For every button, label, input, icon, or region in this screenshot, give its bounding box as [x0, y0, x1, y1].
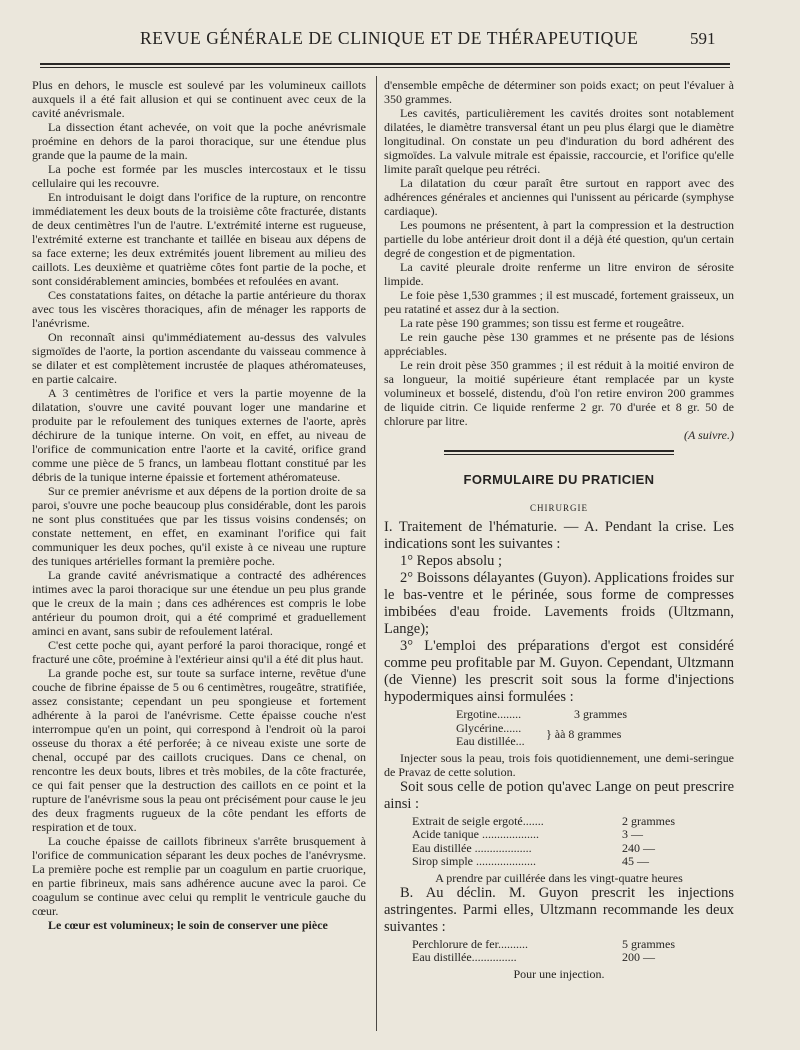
paragraph: Sur ce premier anévrisme et aux dépens de la portion droite de sa paroi, s'ouvre une poche beaucoup plus considérable, dont les parois ne sont plus constituées que par les tissus voisins condensés; on constate nettement, en effet, en examinant l'orifice qui fait communiquer les deux poches, qu'il existe à ce niveau une rupture des tuniques artérielles formant la première poche. — [32, 484, 366, 568]
paragraph: Le rein gauche pèse 130 grammes et ne présente pas de lésions appréciables. — [384, 330, 734, 358]
quantity: 3 grammes — [574, 707, 627, 721]
decline-paragraph: B. Au déclin. M. Guyon prescrit les injections astringentes. Parmi elles, Ultzmann recommande les deux suivantes : — [384, 884, 734, 935]
paragraph: La dilatation du cœur paraît être surtout en rapport avec des adhérences générales et anciennes qui l'unissent au péricarde (symphyse cardiaque). — [384, 176, 734, 218]
indication-item: 1° Repos absolu ; — [400, 553, 503, 569]
paragraph: La rate pèse 190 grammes; son tissu est ferme et rougeâtre. — [400, 316, 685, 330]
ingredient: Eau distillée............... — [412, 950, 517, 964]
ingredient: Eau distillée... — [456, 734, 525, 748]
paragraph: La couche épaisse de caillots fibrineux s'arrête brusquement à l'orifice de communication séparant les deux poches de l'anévrysme. La première poche est remplie par un coagulum en partie cruorique, en partie fibrineux, mais sans adhérence aucune avec la paroi. Ce coagulum se continue avec celui qu remplit le ventricule gauche du cœur. — [32, 834, 366, 918]
paragraph: d'ensemble empêche de déterminer son poids exact; on peut l'évaluer à 350 grammes. — [384, 78, 734, 106]
ingredient: Glycérine...... — [456, 720, 522, 735]
to-be-continued: (A suivre.) — [684, 428, 734, 442]
quantity: 5 grammes — [622, 936, 675, 951]
paragraph: Le rein droit pèse 350 grammes ; il est réduit à la moitié environ de sa longueur, la moitié supérieure étant remplacée par un kyste volumineux et bosselé, distendu, d'où l'on retire environ 200 grammes de liquide citrin. Ce liquide renferme 2 gr. 70 d'urée et 8 gr. 50 de chlorure par litre. — [384, 358, 734, 428]
paragraph: Les cavités, particulièrement les cavités droites sont notablement dilatées, le diamètre transversal étant un peu plus élargi que le diamètre longitudinal. On constate un peu d'induration du bord adhérent des sigmoïdes. La valvule mitrale est épaissie, raccourcie, et l'orifice qu'elle limite paraît quelque peu rétréci. — [384, 106, 734, 176]
page-number: 591 — [690, 29, 716, 48]
paragraph: C'est cette poche qui, ayant perforé la paroi thoracique, rongé et fracturé une côte, proémine à l'extérieur ainsi qu'il a été dit plus haut. — [32, 638, 366, 666]
quantity: 45 — — [622, 854, 649, 868]
recipe-injection — [412, 938, 734, 965]
paragraph: En introduisant le doigt dans l'orifice de la rupture, on rencontre immédiatement les deux bouts de la troisième côte fracturée, distants de deux centimètres l'un de l'autre. L'extrémité interne est rugueuse, l'extrémité externe est tranchante et taillée en biseau aux dépens de sa face externe; les deux extrémités jouent librement au milieu des caillots. Les deuxième et quatrième côtes font partie de la poche, et sont considérablement amincies, bombées et refoulées en avant. — [32, 190, 366, 288]
section-rule — [444, 450, 674, 452]
recipe-line — [412, 828, 734, 842]
running-title: REVUE GÉNÉRALE DE CLINIQUE ET DE THÉRAPEUTIQUE — [140, 28, 639, 48]
paragraph: La grande cavité anévrismatique a contracté des adhérences intimes avec la paroi thoracique sur une étendue un peu plus grande que le creux de la main ; dans ces adhérences est compris le lobe antérieur du poumon droit, qui a été comprimé et graduellement aminci en avant, sans subir de refoulement latéral. — [32, 568, 366, 638]
left-column — [32, 78, 366, 932]
paragraph: On reconnaît ainsi qu'immédiatement au-dessus des valvules sigmoïdes de l'aorte, la portion ascendante du vaisseau commence à se dilater et est complètement incrustée de plaques athéromateuses, en partie calcaire. — [32, 330, 366, 386]
recipe-note: A prendre par cuillérée dans les vingt-quatre heures — [435, 870, 683, 885]
quantity: 2 grammes — [622, 813, 675, 828]
ingredient: Sirop simple .................... — [412, 854, 537, 868]
indication-item: 3° L'emploi des préparations d'ergot est considéré comme peu profitable par M. Guyon. Cependant, Ultzmann (de Vienne) les prescrit soit sous la forme d'injections hypodermiques ainsi formulées : — [384, 638, 734, 705]
potion-intro: Soit sous celle de potion qu'avec Lange on peut prescrire ainsi : — [384, 778, 734, 812]
page-header — [0, 28, 800, 54]
paragraph: Plus en dehors, le muscle est soulevé par les volumineux caillots auxquels il a été fait allusion et qui se continuent avec ceux de la cavité anévrismale. — [32, 78, 366, 120]
paragraph-last: Le cœur est volumineux; le soin de conserver une pièce — [48, 918, 328, 932]
recipe-line — [412, 855, 734, 869]
quantity: 3 — — [622, 827, 643, 841]
recipe-note: Injecter sous la peau, trois fois quotidiennement, une demi-seringue de Pravaz de cette solution. — [384, 750, 734, 779]
header-rule-thin — [40, 67, 730, 68]
paragraph: La dissection étant achevée, on voit que la poche anévrismale proémine en dehors de la paroi thoracique, sur une étendue plus grande que la paume de la main. — [32, 120, 366, 162]
ingredient: Extrait de seigle ergoté....... — [412, 813, 544, 828]
paragraph: A 3 centimètres de l'orifice et vers la partie moyenne de la dilatation, s'ouvre une cavité pouvant loger une mandarine et produite par le refoulement des tuniques externes de l'aorte, après déchirure de la tunique interne. On voit, en effet, au niveau de l'orifice de communication entre l'aorte et la cavité, orifice grand comme une pièce de 5 francs, un lambeau flottant constitué par les débris de la tunique interne épaissie et fortement athéromateuse. — [32, 386, 366, 484]
formulary-intro: I. Traitement de l'hématurie. — A. Pendant la crise. Les indications sont les suivantes : — [384, 519, 734, 552]
header-rule — [40, 63, 730, 65]
ingredient: Perchlorure de fer.......... — [412, 936, 528, 951]
quantity: } àà 8 grammes — [546, 726, 622, 741]
column-divider — [376, 76, 377, 1031]
recipe-line — [412, 842, 734, 856]
recipe-note: Pour une injection. — [513, 966, 605, 981]
right-column — [384, 78, 734, 981]
quantity: 200 — — [622, 950, 655, 964]
indication-item: 2° Boissons délayantes (Guyon). Applications froides sur le bas-ventre et le périnée, sous forme de compresses imbibées d'eau froide. Lavements froids (Ultzmann, Lange); — [384, 570, 734, 637]
paragraph: Ces constatations faites, on détache la partie antérieure du thorax avec tous les viscères thoraciques, afin de ménager les rapports de l'anévrisme. — [32, 288, 366, 330]
recipe-potion — [412, 815, 734, 869]
paragraph: Les poumons ne présentent, à part la compression et la destruction partielle du lobe antérieur droit dont il a déjà été question, qu'un certain degré de congestion et de pigmentation. — [384, 218, 734, 260]
paragraph: La grande poche est, sur toute sa surface interne, revêtue d'une couche de fibrine épaisse de 5 ou 6 centimètres, rougeâtre, stratifiée, assez consistante; cependant un peu spongieuse et fortement adhérente à la paroi de l'anévrisme. Cette épaisse couche n'est interrompue qu'en un point, qui correspond à l'endroit où la paroi osseuse du thorax a été perforée; à ce niveau existe une sorte de chenal, occupé par des caillots cruciques. Dans ce chenal, on rencontre les deux bouts, libres et très mobiles, de la côte fracturée, ce qui fait penser que la destruction des caillots en ce point et la rupture de l'anévrisme sous la peau ont précisément pour cause le jeu des deux fragments rugueux de la côte pendant les efforts de respiration et de toux. — [32, 666, 366, 834]
recipe-line — [412, 938, 734, 952]
quantity: 240 — — [622, 840, 655, 855]
recipe-ergotine — [456, 708, 734, 749]
paragraph: Le foie pèse 1,530 grammes ; il est muscadé, fortement graisseux, un peu ratatiné et assez dur à la section. — [384, 288, 734, 316]
section-rule-thin — [444, 454, 674, 455]
recipe-line — [456, 708, 734, 722]
ingredient: Ergotine........ — [456, 707, 522, 721]
subsection-title: CHIRURGIE — [530, 503, 588, 513]
paragraph: La cavité pleurale droite renferme un litre environ de sérosite limpide. — [384, 260, 734, 288]
recipe-line — [456, 735, 734, 749]
ingredient: Acide tanique ................... — [412, 827, 539, 841]
recipe-line — [412, 951, 734, 965]
recipe-line — [412, 815, 734, 829]
ingredient: Eau distillée ................... — [412, 840, 532, 855]
section-title: FORMULAIRE DU PRATICIEN — [463, 472, 655, 487]
paragraph: La poche est formée par les muscles intercostaux et le tissu cellulaire qui les recouvre. — [32, 162, 366, 190]
